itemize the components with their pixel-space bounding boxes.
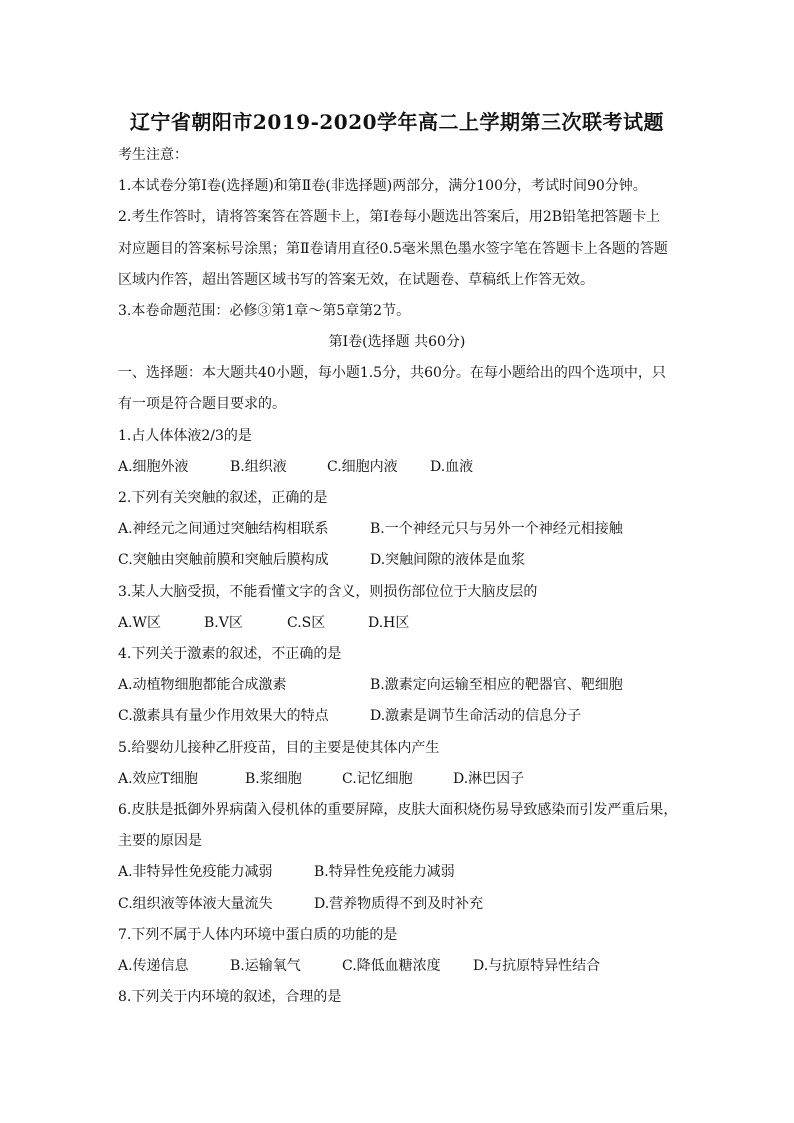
question-6-option-a: A.非特异性免疫能力减弱: [118, 864, 273, 880]
notice-heading: 考生注意：: [118, 147, 188, 163]
page-title: 辽宁省朝阳市2019-2020学年高二上学期第三次联考试题: [129, 110, 665, 134]
section-title: 第Ⅰ卷(选择题 共60分): [328, 334, 466, 350]
question-7-option-d: D.与抗原特异性结合: [473, 958, 601, 974]
question-7-stem: 7.下列不属于人体内环境中蛋白质的功能的是: [118, 927, 398, 943]
question-6-option-c: C.组织液等体液大量流失: [118, 896, 273, 912]
question-3-option-d: D.H区: [368, 615, 410, 631]
question-2-option-d: D.突触间隙的液体是血浆: [370, 552, 526, 568]
notice-item-2-line-3: 区域内作答，超出答题区域书写的答案无效，在试题卷、草稿纸上作答无效。: [118, 272, 594, 288]
question-7-option-a: A.传递信息: [118, 958, 189, 974]
question-2-option-b: B.一个神经元只与另外一个神经元相接触: [370, 521, 623, 537]
question-5-option-d: D.淋巴因子: [453, 771, 525, 787]
question-6-option-d: D.营养物质得不到及时补充: [314, 896, 484, 912]
question-2-stem: 2.下列有关突触的叙述，正确的是: [118, 490, 328, 506]
question-6-stem-line-1: 6.皮肤是抵御外界病菌入侵机体的重要屏障，皮肤大面积烧伤易导致感染而引发严重后果，: [118, 802, 678, 818]
question-5-option-a: A.效应T细胞: [118, 771, 198, 787]
question-2-option-c: C.突触由突触前膜和突触后膜构成: [118, 552, 329, 568]
question-4-stem: 4.下列关于激素的叙述，不正确的是: [118, 646, 342, 662]
question-6-stem-line-2: 主要的原因是: [118, 833, 202, 849]
question-4-option-a: A.动植物细胞都能合成激素: [118, 677, 287, 693]
question-8-stem: 8.下列关于内环境的叙述，合理的是: [118, 989, 342, 1005]
question-3-option-b: B.V区: [204, 615, 243, 631]
question-5-stem: 5.给婴幼儿接种乙肝疫苗，目的主要是使其体内产生: [118, 740, 440, 756]
question-3-option-a: A.W区: [118, 615, 161, 631]
notice-item-3: 3.本卷命题范围：必修③第1章～第5章第2节。: [118, 303, 411, 319]
question-3-option-c: C.S区: [287, 615, 326, 631]
question-4-option-b: B.激素定向运输至相应的靶器官、靶细胞: [370, 677, 623, 693]
question-1-option-a: A.细胞外液: [118, 459, 189, 475]
question-6-option-b: B.特异性免疫能力减弱: [314, 864, 455, 880]
question-5-option-b: B.浆细胞: [245, 771, 302, 787]
question-4-option-d: D.激素是调节生命活动的信息分子: [370, 708, 582, 724]
question-7-option-b: B.运输氧气: [230, 958, 301, 974]
notice-item-1: 1.本试卷分第Ⅰ卷(选择题)和第Ⅱ卷(非选择题)两部分，满分100分，考试时间90分钟。: [118, 178, 647, 194]
question-3-stem: 3.某人大脑受损，不能看懂文字的含义，则损伤部位位于大脑皮层的: [118, 584, 538, 600]
question-1-option-c: C.细胞内液: [327, 459, 398, 475]
question-1-option-b: B.组织液: [230, 459, 287, 475]
question-1-stem: 1.占人体体液2/3的是: [118, 428, 252, 444]
question-7-option-c: C.降低血糖浓度: [342, 958, 441, 974]
notice-item-2-line-2: 对应题目的答案标号涂黑；第Ⅱ卷请用直径0.5毫米黑色墨水签字笔在答题卡上各题的答题: [118, 241, 668, 257]
question-5-option-c: C.记忆细胞: [342, 771, 413, 787]
section-intro-line-1: 一、选择题：本大题共40小题，每小题1.5分，共60分。在每小题给出的四个选项中，只: [118, 365, 666, 381]
section-intro-line-2: 有一项是符合题目要求的。: [118, 396, 286, 412]
question-1-option-d: D.血液: [430, 459, 474, 475]
notice-item-2-line-1: 2.考生作答时，请将答案答在答题卡上，第Ⅰ卷每小题选出答案后，用2B铅笔把答题卡上: [118, 209, 661, 225]
question-4-option-c: C.激素具有量少作用效果大的特点: [118, 708, 329, 724]
question-2-option-a: A.神经元之间通过突触结构相联系: [118, 521, 329, 537]
